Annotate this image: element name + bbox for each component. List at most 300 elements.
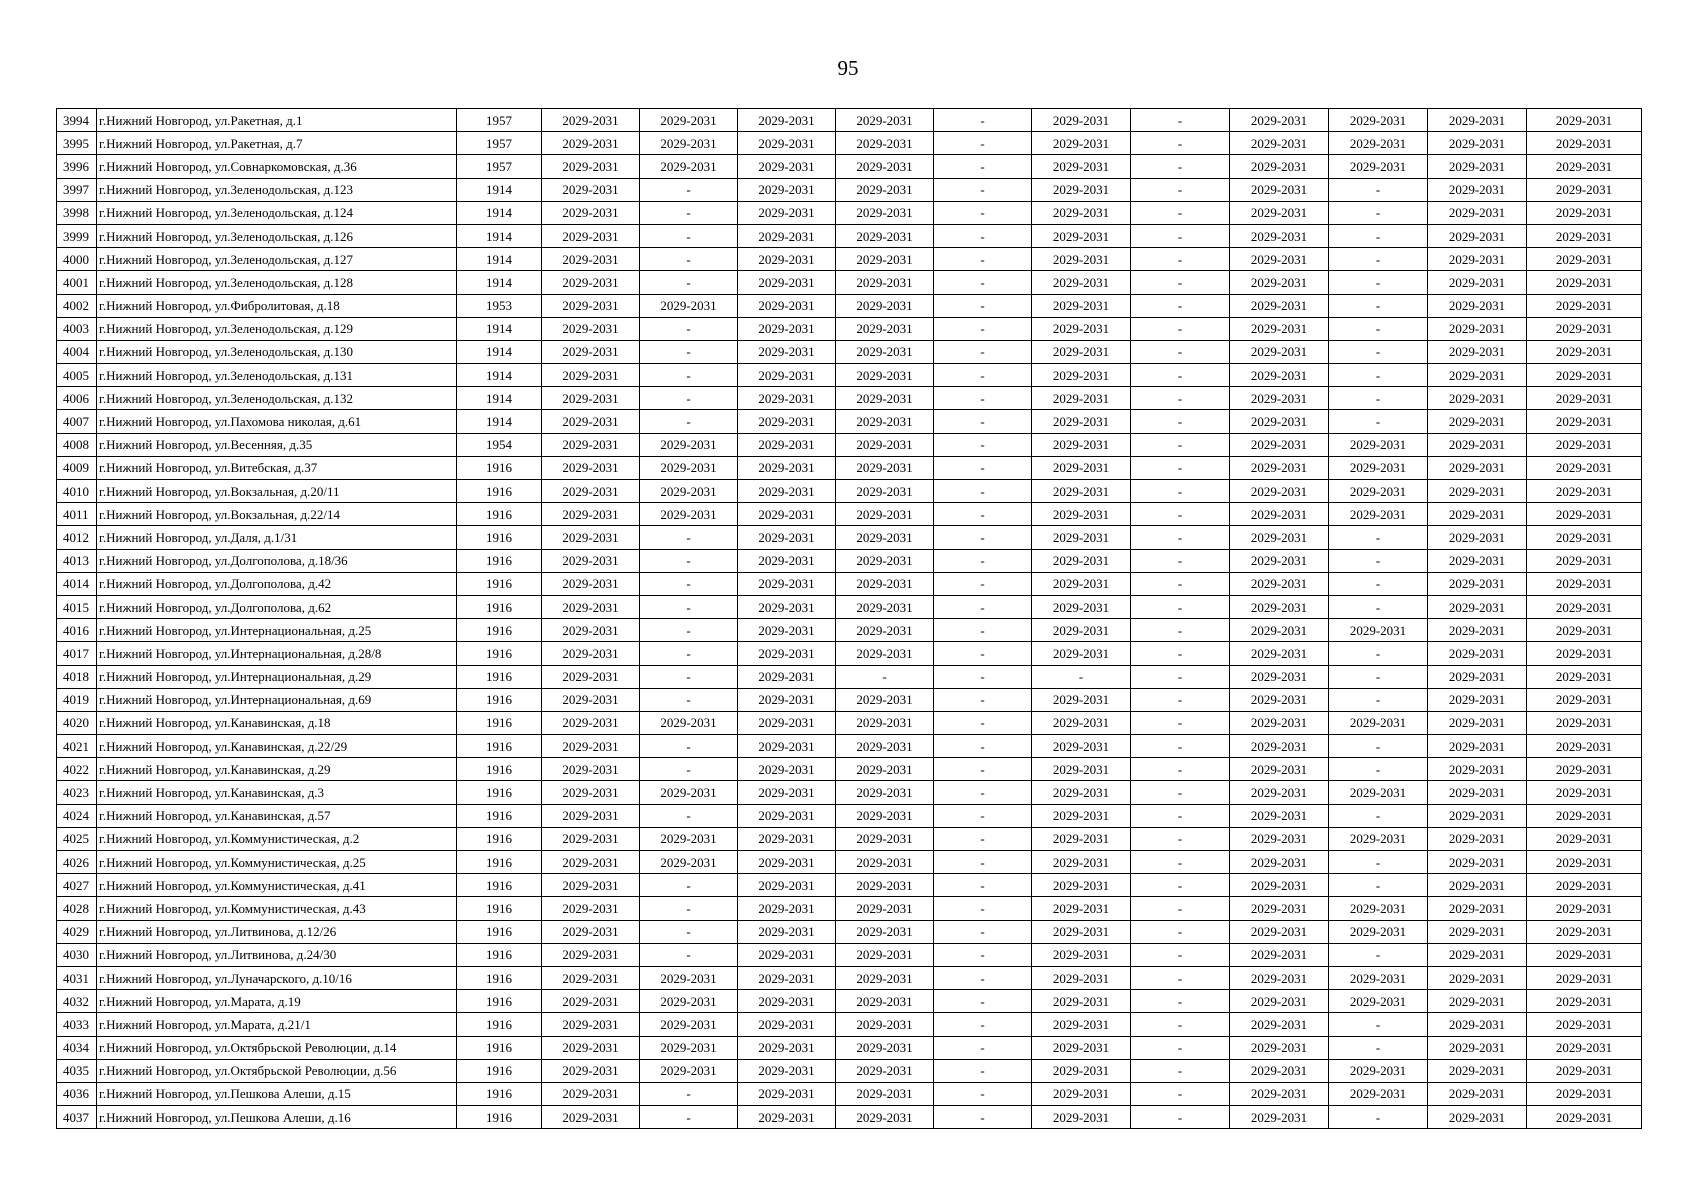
cell-period-7: - xyxy=(1131,410,1230,433)
cell-period-1: 2029-2031 xyxy=(542,364,640,387)
cell-row-number: 4033 xyxy=(57,1013,97,1036)
cell-year: 1916 xyxy=(457,1082,542,1105)
cell-period-7: - xyxy=(1131,201,1230,224)
cell-period-7: - xyxy=(1131,827,1230,850)
cell-period-8: 2029-2031 xyxy=(1230,526,1329,549)
cell-row-number: 4012 xyxy=(57,526,97,549)
cell-period-3: 2029-2031 xyxy=(738,155,836,178)
cell-period-7: - xyxy=(1131,132,1230,155)
cell-period-4: 2029-2031 xyxy=(836,364,934,387)
cell-row-number: 4027 xyxy=(57,874,97,897)
cell-period-3: 2029-2031 xyxy=(738,619,836,642)
cell-address: г.Нижний Новгород, ул.Зеленодольская, д.129 xyxy=(97,317,457,340)
cell-address: г.Нижний Новгород, ул.Канавинская, д.18 xyxy=(97,711,457,734)
cell-period-9: 2029-2031 xyxy=(1329,711,1428,734)
cell-row-number: 4017 xyxy=(57,642,97,665)
cell-period-6: 2029-2031 xyxy=(1032,410,1131,433)
cell-year: 1914 xyxy=(457,224,542,247)
table-row xyxy=(57,642,1642,665)
cell-period-5: - xyxy=(934,340,1032,363)
cell-period-9: - xyxy=(1329,1036,1428,1059)
cell-period-2: - xyxy=(640,201,738,224)
cell-period-1: 2029-2031 xyxy=(542,804,640,827)
cell-period-2: - xyxy=(640,364,738,387)
cell-period-4: 2029-2031 xyxy=(836,851,934,874)
cell-period-11: 2029-2031 xyxy=(1527,317,1642,340)
cell-address: г.Нижний Новгород, ул.Коммунистическая, д.2 xyxy=(97,827,457,850)
cell-address: г.Нижний Новгород, ул.Интернациональная, д.28/8 xyxy=(97,642,457,665)
cell-period-11: 2029-2031 xyxy=(1527,456,1642,479)
cell-period-4: 2029-2031 xyxy=(836,1036,934,1059)
cell-period-3: 2029-2031 xyxy=(738,132,836,155)
cell-period-8: 2029-2031 xyxy=(1230,132,1329,155)
cell-row-number: 4036 xyxy=(57,1082,97,1105)
cell-row-number: 4030 xyxy=(57,943,97,966)
cell-period-2: 2029-2031 xyxy=(640,480,738,503)
cell-period-11: 2029-2031 xyxy=(1527,132,1642,155)
cell-period-4: 2029-2031 xyxy=(836,897,934,920)
cell-period-10: 2029-2031 xyxy=(1428,294,1527,317)
cell-period-8: 2029-2031 xyxy=(1230,804,1329,827)
cell-address: г.Нижний Новгород, ул.Зеленодольская, д.127 xyxy=(97,248,457,271)
cell-period-11: 2029-2031 xyxy=(1527,387,1642,410)
cell-period-5: - xyxy=(934,433,1032,456)
cell-period-5: - xyxy=(934,364,1032,387)
cell-period-11: 2029-2031 xyxy=(1527,688,1642,711)
cell-period-5: - xyxy=(934,595,1032,618)
cell-period-4: 2029-2031 xyxy=(836,480,934,503)
cell-period-6: 2029-2031 xyxy=(1032,433,1131,456)
cell-row-number: 3997 xyxy=(57,178,97,201)
cell-address: г.Нижний Новгород, ул.Долгополова, д.18/36 xyxy=(97,549,457,572)
cell-period-1: 2029-2031 xyxy=(542,549,640,572)
table-row xyxy=(57,665,1642,688)
cell-year: 1916 xyxy=(457,735,542,758)
cell-period-11: 2029-2031 xyxy=(1527,966,1642,989)
cell-period-9: - xyxy=(1329,224,1428,247)
cell-period-2: 2029-2031 xyxy=(640,155,738,178)
cell-period-5: - xyxy=(934,966,1032,989)
cell-period-4: 2029-2031 xyxy=(836,735,934,758)
cell-period-6: 2029-2031 xyxy=(1032,317,1131,340)
cell-period-8: 2029-2031 xyxy=(1230,178,1329,201)
cell-period-1: 2029-2031 xyxy=(542,271,640,294)
cell-period-6: 2029-2031 xyxy=(1032,943,1131,966)
cell-period-8: 2029-2031 xyxy=(1230,503,1329,526)
cell-period-2: 2029-2031 xyxy=(640,294,738,317)
cell-period-3: 2029-2031 xyxy=(738,248,836,271)
table-row xyxy=(57,758,1642,781)
cell-period-10: 2029-2031 xyxy=(1428,1013,1527,1036)
cell-period-5: - xyxy=(934,874,1032,897)
cell-period-11: 2029-2031 xyxy=(1527,248,1642,271)
table-row xyxy=(57,294,1642,317)
cell-address: г.Нижний Новгород, ул.Даля, д.1/31 xyxy=(97,526,457,549)
cell-period-11: 2029-2031 xyxy=(1527,364,1642,387)
cell-period-1: 2029-2031 xyxy=(542,595,640,618)
cell-period-6: 2029-2031 xyxy=(1032,294,1131,317)
cell-period-11: 2029-2031 xyxy=(1527,758,1642,781)
cell-period-7: - xyxy=(1131,224,1230,247)
cell-period-11: 2029-2031 xyxy=(1527,1013,1642,1036)
cell-period-3: 2029-2031 xyxy=(738,364,836,387)
cell-period-10: 2029-2031 xyxy=(1428,480,1527,503)
cell-year: 1916 xyxy=(457,874,542,897)
table-row xyxy=(57,155,1642,178)
cell-period-10: 2029-2031 xyxy=(1428,642,1527,665)
cell-period-1: 2029-2031 xyxy=(542,688,640,711)
cell-period-8: 2029-2031 xyxy=(1230,966,1329,989)
cell-period-5: - xyxy=(934,943,1032,966)
cell-period-6: 2029-2031 xyxy=(1032,851,1131,874)
cell-period-1: 2029-2031 xyxy=(542,990,640,1013)
cell-period-4: 2029-2031 xyxy=(836,920,934,943)
cell-period-1: 2029-2031 xyxy=(542,317,640,340)
cell-period-1: 2029-2031 xyxy=(542,874,640,897)
cell-address: г.Нижний Новгород, ул.Пешкова Алеши, д.15 xyxy=(97,1082,457,1105)
cell-address: г.Нижний Новгород, ул.Луначарского, д.10/16 xyxy=(97,966,457,989)
cell-period-10: 2029-2031 xyxy=(1428,804,1527,827)
cell-period-5: - xyxy=(934,711,1032,734)
cell-period-10: 2029-2031 xyxy=(1428,364,1527,387)
cell-period-4: 2029-2031 xyxy=(836,201,934,224)
cell-period-4: 2029-2031 xyxy=(836,781,934,804)
cell-address: г.Нижний Новгород, ул.Канавинская, д.3 xyxy=(97,781,457,804)
cell-period-11: 2029-2031 xyxy=(1527,480,1642,503)
cell-year: 1954 xyxy=(457,433,542,456)
cell-period-11: 2029-2031 xyxy=(1527,851,1642,874)
cell-period-4: 2029-2031 xyxy=(836,271,934,294)
cell-period-10: 2029-2031 xyxy=(1428,132,1527,155)
cell-period-7: - xyxy=(1131,619,1230,642)
cell-period-5: - xyxy=(934,758,1032,781)
cell-row-number: 4010 xyxy=(57,480,97,503)
cell-period-2: - xyxy=(640,572,738,595)
cell-period-8: 2029-2031 xyxy=(1230,735,1329,758)
cell-period-5: - xyxy=(934,990,1032,1013)
cell-year: 1916 xyxy=(457,781,542,804)
cell-period-2: 2029-2031 xyxy=(640,1013,738,1036)
cell-period-1: 2029-2031 xyxy=(542,294,640,317)
cell-period-4: 2029-2031 xyxy=(836,642,934,665)
cell-period-6: 2029-2031 xyxy=(1032,804,1131,827)
cell-period-6: 2029-2031 xyxy=(1032,201,1131,224)
cell-period-8: 2029-2031 xyxy=(1230,665,1329,688)
cell-period-2: - xyxy=(640,619,738,642)
cell-period-1: 2029-2031 xyxy=(542,758,640,781)
cell-period-5: - xyxy=(934,827,1032,850)
cell-year: 1916 xyxy=(457,665,542,688)
cell-period-9: - xyxy=(1329,642,1428,665)
cell-period-8: 2029-2031 xyxy=(1230,943,1329,966)
cell-period-5: - xyxy=(934,132,1032,155)
table-row xyxy=(57,804,1642,827)
cell-period-3: 2029-2031 xyxy=(738,340,836,363)
cell-period-4: 2029-2031 xyxy=(836,178,934,201)
cell-period-8: 2029-2031 xyxy=(1230,364,1329,387)
cell-period-1: 2029-2031 xyxy=(542,966,640,989)
cell-period-3: 2029-2031 xyxy=(738,642,836,665)
cell-period-6: 2029-2031 xyxy=(1032,155,1131,178)
cell-period-10: 2029-2031 xyxy=(1428,1036,1527,1059)
cell-period-9: 2029-2031 xyxy=(1329,109,1428,132)
cell-period-10: 2029-2031 xyxy=(1428,1106,1527,1129)
cell-period-2: 2029-2031 xyxy=(640,990,738,1013)
cell-period-6: 2029-2031 xyxy=(1032,688,1131,711)
cell-period-9: 2029-2031 xyxy=(1329,781,1428,804)
cell-period-7: - xyxy=(1131,387,1230,410)
cell-period-7: - xyxy=(1131,943,1230,966)
cell-period-2: - xyxy=(640,874,738,897)
cell-period-8: 2029-2031 xyxy=(1230,340,1329,363)
cell-period-7: - xyxy=(1131,1036,1230,1059)
cell-year: 1914 xyxy=(457,271,542,294)
cell-period-10: 2029-2031 xyxy=(1428,758,1527,781)
cell-period-9: - xyxy=(1329,271,1428,294)
cell-period-3: 2029-2031 xyxy=(738,503,836,526)
cell-period-7: - xyxy=(1131,990,1230,1013)
cell-period-2: - xyxy=(640,224,738,247)
cell-row-number: 3998 xyxy=(57,201,97,224)
cell-period-1: 2029-2031 xyxy=(542,201,640,224)
cell-period-8: 2029-2031 xyxy=(1230,619,1329,642)
cell-year: 1914 xyxy=(457,364,542,387)
cell-period-2: 2029-2031 xyxy=(640,1036,738,1059)
repair-schedule-table xyxy=(56,108,1642,1129)
cell-address: г.Нижний Новгород, ул.Коммунистическая, д.43 xyxy=(97,897,457,920)
cell-year: 1916 xyxy=(457,1059,542,1082)
table-row xyxy=(57,943,1642,966)
cell-year: 1957 xyxy=(457,109,542,132)
cell-row-number: 4005 xyxy=(57,364,97,387)
cell-period-5: - xyxy=(934,294,1032,317)
cell-row-number: 4006 xyxy=(57,387,97,410)
cell-row-number: 4037 xyxy=(57,1106,97,1129)
cell-period-1: 2029-2031 xyxy=(542,456,640,479)
cell-period-8: 2029-2031 xyxy=(1230,317,1329,340)
cell-year: 1916 xyxy=(457,966,542,989)
cell-period-8: 2029-2031 xyxy=(1230,410,1329,433)
cell-period-11: 2029-2031 xyxy=(1527,1106,1642,1129)
cell-period-3: 2029-2031 xyxy=(738,874,836,897)
cell-period-10: 2029-2031 xyxy=(1428,688,1527,711)
cell-period-5: - xyxy=(934,897,1032,920)
cell-period-2: - xyxy=(640,317,738,340)
cell-period-6: 2029-2031 xyxy=(1032,340,1131,363)
cell-period-2: 2029-2031 xyxy=(640,456,738,479)
cell-period-10: 2029-2031 xyxy=(1428,665,1527,688)
cell-address: г.Нижний Новгород, ул.Зеленодольская, д.132 xyxy=(97,387,457,410)
cell-period-6: 2029-2031 xyxy=(1032,897,1131,920)
cell-period-11: 2029-2031 xyxy=(1527,642,1642,665)
cell-row-number: 4000 xyxy=(57,248,97,271)
cell-period-11: 2029-2031 xyxy=(1527,549,1642,572)
cell-period-10: 2029-2031 xyxy=(1428,1059,1527,1082)
cell-year: 1914 xyxy=(457,317,542,340)
cell-period-9: - xyxy=(1329,1013,1428,1036)
cell-period-9: - xyxy=(1329,851,1428,874)
cell-period-2: - xyxy=(640,178,738,201)
cell-period-9: 2029-2031 xyxy=(1329,1082,1428,1105)
cell-row-number: 4023 xyxy=(57,781,97,804)
cell-period-2: 2029-2031 xyxy=(640,109,738,132)
cell-year: 1957 xyxy=(457,155,542,178)
cell-period-7: - xyxy=(1131,920,1230,943)
cell-period-8: 2029-2031 xyxy=(1230,224,1329,247)
cell-row-number: 4003 xyxy=(57,317,97,340)
cell-period-1: 2029-2031 xyxy=(542,851,640,874)
cell-year: 1914 xyxy=(457,410,542,433)
cell-period-4: 2029-2031 xyxy=(836,526,934,549)
cell-address: г.Нижний Новгород, ул.Литвинова, д.12/26 xyxy=(97,920,457,943)
cell-period-1: 2029-2031 xyxy=(542,248,640,271)
cell-period-1: 2029-2031 xyxy=(542,827,640,850)
cell-period-7: - xyxy=(1131,1106,1230,1129)
cell-address: г.Нижний Новгород, ул.Канавинская, д.57 xyxy=(97,804,457,827)
cell-period-8: 2029-2031 xyxy=(1230,387,1329,410)
cell-period-1: 2029-2031 xyxy=(542,433,640,456)
cell-period-11: 2029-2031 xyxy=(1527,897,1642,920)
cell-period-10: 2029-2031 xyxy=(1428,317,1527,340)
cell-row-number: 4025 xyxy=(57,827,97,850)
cell-period-9: - xyxy=(1329,178,1428,201)
cell-period-6: 2029-2031 xyxy=(1032,1106,1131,1129)
cell-period-10: 2029-2031 xyxy=(1428,990,1527,1013)
cell-period-8: 2029-2031 xyxy=(1230,781,1329,804)
cell-row-number: 4032 xyxy=(57,990,97,1013)
cell-period-6: 2029-2031 xyxy=(1032,224,1131,247)
cell-period-7: - xyxy=(1131,758,1230,781)
cell-period-5: - xyxy=(934,271,1032,294)
cell-address: г.Нижний Новгород, ул.Вокзальная, д.22/14 xyxy=(97,503,457,526)
cell-period-3: 2029-2031 xyxy=(738,943,836,966)
cell-period-11: 2029-2031 xyxy=(1527,943,1642,966)
cell-period-9: - xyxy=(1329,572,1428,595)
cell-period-3: 2029-2031 xyxy=(738,387,836,410)
cell-period-9: - xyxy=(1329,1106,1428,1129)
table-row xyxy=(57,456,1642,479)
cell-period-4: - xyxy=(836,665,934,688)
cell-period-10: 2029-2031 xyxy=(1428,827,1527,850)
cell-period-8: 2029-2031 xyxy=(1230,642,1329,665)
cell-period-11: 2029-2031 xyxy=(1527,781,1642,804)
cell-period-8: 2029-2031 xyxy=(1230,1082,1329,1105)
table-row xyxy=(57,364,1642,387)
cell-period-6: 2029-2031 xyxy=(1032,503,1131,526)
cell-period-6: 2029-2031 xyxy=(1032,711,1131,734)
cell-period-6: 2029-2031 xyxy=(1032,526,1131,549)
cell-period-7: - xyxy=(1131,1013,1230,1036)
table-row xyxy=(57,595,1642,618)
table-row xyxy=(57,897,1642,920)
cell-period-3: 2029-2031 xyxy=(738,804,836,827)
cell-period-11: 2029-2031 xyxy=(1527,1082,1642,1105)
cell-period-8: 2029-2031 xyxy=(1230,201,1329,224)
table-row xyxy=(57,1082,1642,1105)
cell-period-1: 2029-2031 xyxy=(542,387,640,410)
cell-period-1: 2029-2031 xyxy=(542,642,640,665)
cell-period-11: 2029-2031 xyxy=(1527,920,1642,943)
cell-period-5: - xyxy=(934,480,1032,503)
cell-period-7: - xyxy=(1131,155,1230,178)
cell-period-2: 2029-2031 xyxy=(640,711,738,734)
cell-period-3: 2029-2031 xyxy=(738,781,836,804)
cell-period-9: 2029-2031 xyxy=(1329,132,1428,155)
table-row xyxy=(57,480,1642,503)
cell-period-10: 2029-2031 xyxy=(1428,271,1527,294)
cell-period-5: - xyxy=(934,851,1032,874)
cell-period-5: - xyxy=(934,781,1032,804)
cell-row-number: 4029 xyxy=(57,920,97,943)
cell-period-10: 2029-2031 xyxy=(1428,155,1527,178)
cell-period-3: 2029-2031 xyxy=(738,1106,836,1129)
cell-period-10: 2029-2031 xyxy=(1428,943,1527,966)
cell-period-11: 2029-2031 xyxy=(1527,109,1642,132)
cell-period-6: 2029-2031 xyxy=(1032,480,1131,503)
cell-period-9: - xyxy=(1329,248,1428,271)
cell-period-8: 2029-2031 xyxy=(1230,433,1329,456)
cell-address: г.Нижний Новгород, ул.Зеленодольская, д.128 xyxy=(97,271,457,294)
cell-period-7: - xyxy=(1131,1082,1230,1105)
cell-year: 1916 xyxy=(457,456,542,479)
cell-period-5: - xyxy=(934,526,1032,549)
cell-period-8: 2029-2031 xyxy=(1230,1059,1329,1082)
cell-address: г.Нижний Новгород, ул.Коммунистическая, д.41 xyxy=(97,874,457,897)
cell-year: 1916 xyxy=(457,1036,542,1059)
cell-year: 1914 xyxy=(457,178,542,201)
table-row xyxy=(57,688,1642,711)
cell-period-4: 2029-2031 xyxy=(836,340,934,363)
cell-period-1: 2029-2031 xyxy=(542,781,640,804)
cell-row-number: 4019 xyxy=(57,688,97,711)
cell-row-number: 4022 xyxy=(57,758,97,781)
cell-period-11: 2029-2031 xyxy=(1527,201,1642,224)
cell-period-5: - xyxy=(934,317,1032,340)
cell-period-9: - xyxy=(1329,201,1428,224)
cell-period-7: - xyxy=(1131,109,1230,132)
cell-period-9: 2029-2031 xyxy=(1329,456,1428,479)
cell-period-7: - xyxy=(1131,897,1230,920)
cell-period-3: 2029-2031 xyxy=(738,317,836,340)
cell-period-4: 2029-2031 xyxy=(836,132,934,155)
cell-period-6: 2029-2031 xyxy=(1032,248,1131,271)
table-row xyxy=(57,1036,1642,1059)
cell-address: г.Нижний Новгород, ул.Долгополова, д.62 xyxy=(97,595,457,618)
cell-year: 1914 xyxy=(457,340,542,363)
cell-period-7: - xyxy=(1131,642,1230,665)
cell-period-5: - xyxy=(934,1106,1032,1129)
cell-period-2: - xyxy=(640,595,738,618)
cell-row-number: 4021 xyxy=(57,735,97,758)
cell-year: 1953 xyxy=(457,294,542,317)
cell-period-7: - xyxy=(1131,688,1230,711)
cell-period-2: - xyxy=(640,943,738,966)
cell-period-4: 2029-2031 xyxy=(836,433,934,456)
cell-period-4: 2029-2031 xyxy=(836,549,934,572)
cell-year: 1916 xyxy=(457,549,542,572)
cell-period-2: 2029-2031 xyxy=(640,132,738,155)
cell-period-6: 2029-2031 xyxy=(1032,758,1131,781)
cell-period-1: 2029-2031 xyxy=(542,735,640,758)
cell-period-9: - xyxy=(1329,758,1428,781)
cell-period-8: 2029-2031 xyxy=(1230,248,1329,271)
cell-period-6: 2029-2031 xyxy=(1032,456,1131,479)
cell-period-4: 2029-2031 xyxy=(836,619,934,642)
cell-period-6: 2029-2031 xyxy=(1032,364,1131,387)
cell-period-3: 2029-2031 xyxy=(738,827,836,850)
cell-period-5: - xyxy=(934,1082,1032,1105)
cell-period-1: 2029-2031 xyxy=(542,943,640,966)
